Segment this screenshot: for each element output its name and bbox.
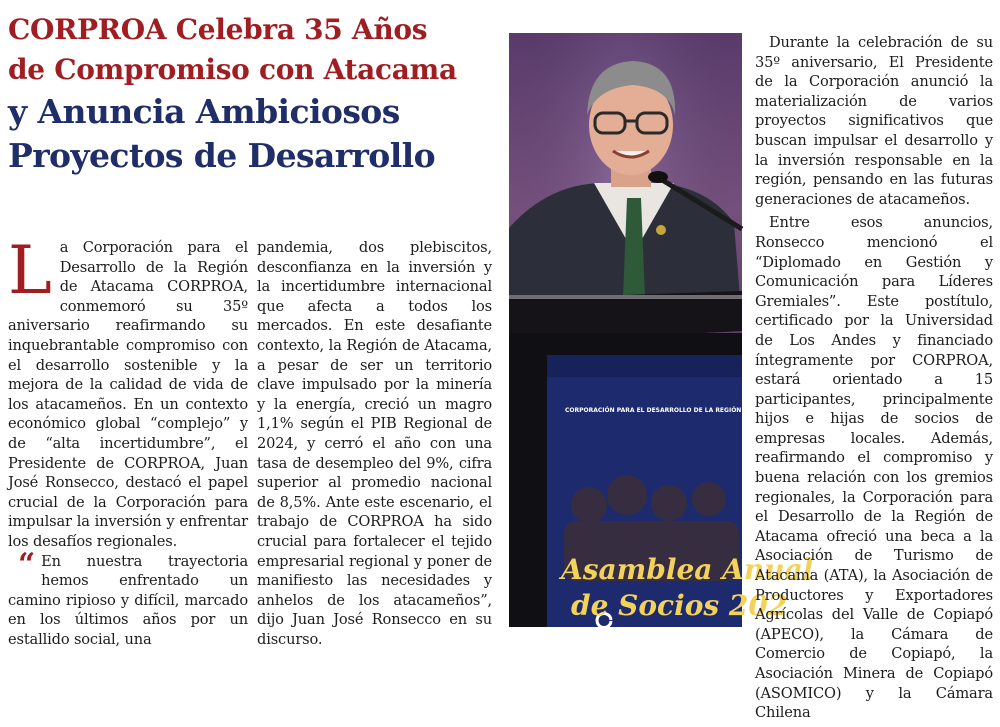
column-3-paragraph-2: Entre esos anuncios, Ronsecco mencionó el “Diplomado en Gestión y Comunicación para Líderes Gremiales”. Este postítulo, certificado por la Universidad de Los Andes y financiado íntegramente por CORPROA, estará orientado a 15 participantes, principalmente hijos e hijas de socios de empresas locales. Además, reafirmando el compromiso y buena relación con los gremios regionales, la Corporación para el Desarrollo de la Región de Atacama ofreció una beca a la Asociación de Turismo de Atacama (ATA), la Asociación de Productores y Exportadores Agrícolas del Valle de Copiapó (APECO), la Cámara de Comercio de Copiapó, la Asociación Minera de Copiapó (ASOMICO) y la Cámara Chilena: [755, 214, 993, 722]
article-column-3: [755, 33, 993, 727]
podium-edge: [509, 295, 742, 299]
article-photo: [509, 33, 814, 648]
drop-cap: L: [8, 232, 52, 309]
banner-script-line-1: Asamblea Anual: [561, 553, 814, 586]
article-column-1: [8, 232, 248, 649]
banner-header-text: CORPORACIÓN PARA EL DESARROLLO DE LA REGIÓN DE: [565, 407, 753, 414]
headline-line-3: y Anuncia Ambiciosos: [8, 92, 400, 131]
article-column-2: [257, 238, 492, 649]
column-2-text: pandemia, dos plebiscitos, desconfianza en la inversión y la incertidumbre internacional que afecta a todos los mercados. En este desafiante contexto, la Región de Atacama, a pesar de ser un territorio clave impulsado por la minería y la energía, creció un magro 1,1% según el PIB Regional de 2024, y cerró el año con una tasa de desempleo del 9%, cifra superior al promedio nacional de 8,5%. Ante este escenario, el trabajo de CORPROA ha sido crucial para fortalecer el tejido empresarial regional y poner de manifiesto las necesidades y anhelos de los atacameños”, dijo Juan José Ronsecco en su discurso.: [257, 239, 492, 648]
headline-line-2: de Compromiso con Atacama: [8, 53, 457, 86]
banner-logo-text: CORPROA: [617, 629, 712, 648]
headline: [8, 10, 498, 178]
column-3-paragraph-1: Durante la celebración de su 35º aniversario, El Presidente de la Corporación anunció la materialización de varios proyectos significativos que buscan impulsar el desarrollo y la inversión responsable en la región, pensando en las futuras generaciones de atacameños.: [755, 34, 993, 208]
speaker-illustration: [509, 33, 742, 627]
banner-header-strip: [547, 355, 742, 377]
headline-line-4: Proyectos de Desarrollo: [8, 136, 435, 175]
banner-script-line-2: de Socios 202: [571, 589, 788, 622]
quote-text: En nuestra trayectoria hemos enfrentado un camino ripioso y difícil, marcado en los últimos años por un estallido social, una: [8, 552, 248, 648]
quote-paragraph: [8, 546, 248, 650]
intro-paragraph: a Corporación para el Desarrollo de la Región de Atacama CORPROA, conmemoró su 35º aniversario reafirmando su inquebrantable compromiso con el desarrollo sostenible y la mejora de la calidad de vida de los atacameños. En un contexto económico global “complejo” y de “alta incertidumbre”, el Presidente de CORPROA, Juan José Ronsecco, destacó el papel crucial de la Corporación para impulsar la inversión y enfrentar los desafíos regionales.: [8, 239, 248, 550]
lapel-pin-icon: [656, 225, 666, 235]
headline-line-1: CORPROA Celebra 35 Años: [8, 13, 428, 46]
microphone-icon: [648, 171, 668, 183]
quote-mark-icon: “: [18, 546, 36, 582]
